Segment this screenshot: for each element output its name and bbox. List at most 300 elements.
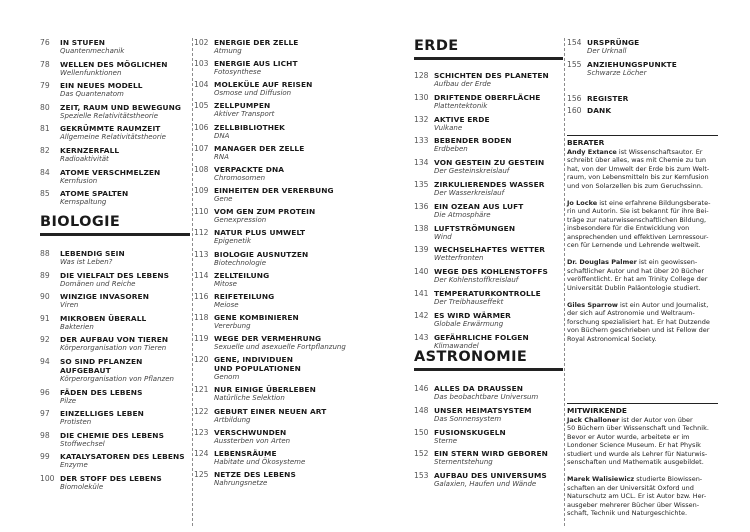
page-number: 114 — [194, 270, 209, 280]
entry-title: URSPRÜNGE — [587, 38, 640, 47]
page-number: 81 — [40, 124, 50, 134]
entry-subtitle: Genom — [214, 373, 240, 382]
toc-entry[interactable] — [414, 245, 567, 263]
page-number: 90 — [40, 292, 50, 302]
toc-entry[interactable] — [40, 452, 194, 470]
toc-entry[interactable] — [194, 38, 380, 56]
contributor-name: Marek Walisiewicz — [567, 475, 635, 484]
page-number: 78 — [40, 59, 50, 69]
toc-entry[interactable] — [414, 384, 567, 402]
toc-entry[interactable] — [194, 80, 380, 98]
page-number: 98 — [40, 430, 50, 440]
entry-subtitle: DNA — [214, 131, 230, 140]
entry-subtitle: Kernfusion — [60, 176, 98, 185]
entry-title: WELLEN DES MÖGLICHEN — [60, 59, 168, 69]
bio-line: forschung spezialisiert hat. Er hat Dutzende — [567, 317, 710, 326]
entry-subtitle: Chromosomen — [214, 173, 266, 182]
toc-entry[interactable] — [414, 333, 567, 351]
page-number: 94 — [40, 357, 50, 366]
entry-subtitle: Sterne — [434, 436, 458, 445]
page-number: 112 — [194, 228, 209, 238]
toc-entry[interactable] — [194, 186, 380, 204]
entry-title: WEGE DER VERMEHRUNG — [214, 334, 322, 344]
entry-title: FÄDEN DES LEBENS — [60, 387, 143, 397]
entry-subtitle: Viren — [60, 301, 79, 310]
bio-line: studiert und wurde als Lehrer für Naturwis- — [567, 449, 708, 458]
bio-line: und von Solarzellen bis zum Geruchssinn. — [567, 181, 703, 190]
page-number: 99 — [40, 452, 50, 462]
contributors-heading: MITWIRKENDE — [567, 406, 627, 415]
toc-entry[interactable] — [414, 224, 567, 242]
entry-subtitle: Wetterfronten — [434, 254, 484, 263]
entry-title: FUSIONSKUGELN — [434, 427, 506, 437]
entry-title: SO SIND PFLANZEN — [60, 357, 143, 366]
bio-line: insbesondere für die Entwicklung von — [567, 224, 690, 233]
entry-subtitle: Körperorganisation von Pflanzen — [60, 375, 174, 383]
page-number: 122 — [194, 406, 209, 416]
entry-title: ATOME VERSCHMELZEN — [60, 167, 161, 177]
entry-title: REGISTER — [587, 94, 629, 103]
entry-subtitle: Biomoleküle — [60, 483, 104, 491]
page-number: 79 — [40, 81, 50, 91]
bio-line: schaft, Technik und Naturgeschichte. — [567, 509, 688, 518]
entry-title: MIKROBEN ÜBERALL — [60, 313, 147, 323]
toc-entry[interactable] — [194, 292, 380, 310]
bio-line: ist ein Autor und Journalist, — [617, 301, 709, 309]
section-heading: BIOLOGIE — [40, 214, 121, 230]
toc-entry[interactable] — [567, 60, 722, 78]
toc-entry[interactable] — [567, 38, 722, 56]
entry-title: AKTIVE ERDE — [434, 114, 490, 124]
entry-subtitle: Die Atmosphäre — [434, 210, 491, 219]
entry-subtitle: Domänen und Reiche — [60, 279, 136, 288]
bio-line: ist eine erfahrene Bildungsberate- — [597, 199, 711, 207]
toc-entry[interactable] — [414, 406, 567, 424]
entry-title-continued: AUFGEBAUT — [60, 366, 111, 375]
page-number: 143 — [414, 332, 429, 342]
page-number: 125 — [194, 470, 209, 479]
page-number: 130 — [414, 92, 429, 102]
toc-entry[interactable] — [194, 207, 380, 225]
contributor-bio — [567, 475, 722, 517]
toc-entry[interactable] — [194, 228, 380, 246]
advisors-heading: BERATER — [567, 138, 605, 147]
entry-title: WECHSELHAFTES WETTER — [434, 245, 546, 255]
toc-entry[interactable] — [194, 470, 380, 488]
entry-subtitle: Klimawandel — [434, 341, 479, 350]
page-number: 110 — [194, 207, 209, 217]
entry-subtitle: Osmose und Diffusion — [214, 89, 292, 98]
entry-subtitle: Fotosynthese — [214, 68, 262, 77]
bio-line: ist der Autor von über — [619, 416, 693, 424]
bio-line: träge zur naturwissenschaftlichen Bildung, — [567, 215, 707, 224]
page-number: 152 — [414, 449, 429, 459]
entry-subtitle: Radioaktivität — [60, 155, 109, 163]
entry-subtitle: Was ist Leben? — [60, 258, 113, 266]
entry-title: GENE, INDIVIDUEN — [214, 355, 293, 365]
entry-subtitle: Sternentstehung — [434, 458, 493, 467]
page-number: 138 — [414, 223, 429, 233]
toc-entry[interactable] — [40, 292, 194, 310]
entry-title: ZELLPUMPEN — [214, 101, 271, 111]
entry-title: MOLEKÜLE AUF REISEN — [214, 80, 313, 90]
entry-title: VERSCHWUNDEN — [214, 427, 287, 437]
page-number: 97 — [40, 409, 50, 419]
toc-entry[interactable] — [40, 124, 194, 142]
entry-subtitle: Bakterien — [60, 322, 94, 331]
page-number: 142 — [414, 310, 429, 320]
toc-entry[interactable] — [40, 431, 194, 449]
entry-title: ZELLTEILUNG — [214, 270, 270, 280]
entry-title: DRIFTENDE OBERFLÄCHE — [434, 92, 541, 102]
page-number: 128 — [414, 71, 429, 80]
toc-entry[interactable] — [414, 115, 567, 133]
entry-subtitle: Habitate und Ökosysteme — [214, 457, 306, 466]
contributor-name: Jack Challoner — [567, 416, 620, 424]
page-number: 80 — [40, 102, 50, 112]
toc-entry[interactable] — [414, 471, 567, 489]
advisors-rule — [567, 135, 718, 136]
page-number: 102 — [194, 38, 209, 47]
entry-subtitle: Der Kohlenstoffkreislauf — [434, 276, 519, 285]
page-number: 132 — [414, 114, 429, 124]
toc-entry[interactable] — [194, 165, 380, 183]
bio-line: hat, von der Umwelt der Erde bis zum Welt- — [567, 164, 710, 173]
entry-subtitle: Körperorganisation von Tieren — [60, 344, 167, 353]
section-heading: ERDE — [414, 38, 459, 54]
entry-title: ATOME SPALTEN — [60, 189, 129, 199]
entry-title: DER STOFF DES LEBENS — [60, 474, 162, 483]
entry-subtitle: Aussterben von Arten — [214, 436, 291, 445]
entry-subtitle: Wellenfunktionen — [60, 68, 122, 77]
entry-subtitle: Globale Erwärmung — [434, 319, 504, 328]
toc-entry[interactable] — [414, 311, 567, 329]
entry-title: LEBENDIG SEIN — [60, 249, 125, 258]
entry-subtitle: Enzyme — [60, 461, 88, 470]
entry-subtitle: Epigenetik — [214, 237, 252, 246]
page-number: 156 — [567, 94, 582, 103]
page-number: 121 — [194, 385, 209, 395]
toc-entry[interactable] — [40, 103, 194, 121]
entry-title: MANAGER DER ZELLE — [214, 143, 305, 153]
bio-line: ausgeber mehrerer Bücher über Wissen- — [567, 500, 700, 509]
contributor-bio — [567, 148, 722, 190]
toc-entry[interactable] — [40, 409, 194, 427]
contributor-bio — [567, 258, 722, 292]
entry-subtitle: Der Treibhauseffekt — [434, 298, 504, 306]
page-number: 107 — [194, 143, 209, 153]
toc-entry[interactable] — [567, 94, 722, 103]
entry-title-continued: UND POPULATIONEN — [214, 364, 301, 374]
entry-subtitle: Galaxien, Haufen und Wände — [434, 480, 537, 489]
entry-subtitle: Mitose — [214, 279, 237, 288]
section-rule — [40, 233, 190, 236]
entry-title: SCHICHTEN DES PLANETEN — [434, 71, 549, 80]
entry-subtitle: Allgemeine Relativitätstheorie — [60, 133, 166, 142]
page-number: 139 — [414, 245, 429, 255]
entry-title: ZEIT, RAUM UND BEWEGUNG — [60, 102, 182, 112]
page-number: 92 — [40, 335, 50, 345]
entry-title: UNSER HEIMATSYSTEM — [434, 405, 532, 415]
page-number: 136 — [414, 201, 429, 211]
page-number: 113 — [194, 249, 209, 259]
page-number: 89 — [40, 270, 50, 280]
entry-title: ANZIEHUNGSPUNKTE — [587, 59, 677, 69]
entry-subtitle: RNA — [214, 152, 229, 161]
toc-entry[interactable] — [414, 449, 567, 467]
entry-title: GEBURT EINER NEUEN ART — [214, 406, 327, 416]
page-number: 146 — [414, 384, 429, 393]
column-separator — [192, 38, 193, 526]
page-number: 84 — [40, 167, 50, 177]
entry-title: REIFETEILUNG — [214, 291, 275, 301]
bio-line: 50 Büchern über Wissenschaft und Technik. — [567, 424, 709, 433]
toc-entry[interactable] — [414, 202, 567, 220]
bio-line: Naturschutz am UCL. Er ist Autor bzw. Her- — [567, 492, 707, 501]
entry-title: EIN OZEAN AUS LUFT — [434, 201, 524, 211]
entry-title: EIN STERN WIRD GEBOREN — [434, 449, 548, 459]
toc-entry[interactable] — [194, 449, 380, 467]
toc-entry[interactable] — [40, 60, 194, 78]
entry-title: VON GESTEIN ZU GESTEIN — [434, 158, 545, 168]
toc-entry[interactable] — [414, 267, 567, 285]
entry-subtitle: Meiose — [214, 300, 239, 309]
toc-entry[interactable] — [414, 93, 567, 111]
bio-line: veröffentlicht. Er hat am Trinity College der — [567, 275, 708, 284]
entry-title: VOM GEN ZUM PROTEIN — [214, 207, 316, 217]
toc-entry[interactable] — [414, 158, 567, 176]
page-number: 85 — [40, 189, 50, 199]
toc-entry[interactable] — [40, 357, 194, 384]
entry-subtitle: Natürliche Selektion — [214, 394, 285, 403]
page-number: 160 — [567, 105, 582, 115]
page-number: 135 — [414, 180, 429, 189]
toc-entry[interactable] — [194, 428, 380, 446]
page-number: 141 — [414, 289, 429, 298]
page-number: 150 — [414, 427, 429, 437]
contributor-bio — [567, 199, 722, 249]
bio-line: Bevor er Autor wurde, arbeitete er im — [567, 432, 690, 441]
entry-subtitle: Schwarze Löcher — [587, 68, 647, 77]
entry-subtitle: Pilze — [60, 396, 77, 405]
page-number: 100 — [40, 474, 55, 483]
page-number: 108 — [194, 164, 209, 174]
toc-entry[interactable] — [40, 271, 194, 289]
toc-entry[interactable] — [194, 144, 380, 162]
entry-subtitle: Aktiver Transport — [214, 110, 275, 119]
entry-title: KATALYSATOREN DES LEBENS — [60, 452, 185, 462]
page-number: 91 — [40, 313, 50, 323]
entry-subtitle: Biotechnologie — [214, 258, 267, 267]
bio-line: von Büchern geschrieben und ist Fellow der — [567, 326, 710, 335]
toc-entry[interactable] — [40, 38, 194, 56]
page-number: 88 — [40, 249, 50, 258]
bio-line: studierte Biowissen- — [634, 475, 703, 484]
toc-entry[interactable] — [40, 474, 194, 492]
toc-entry[interactable] — [40, 189, 194, 207]
entry-subtitle: Kernspaltung — [60, 198, 107, 207]
toc-entry[interactable] — [414, 136, 567, 154]
entry-subtitle: Vulkane — [434, 123, 463, 132]
entry-title: GENE KOMBINIEREN — [214, 312, 299, 322]
entry-subtitle: Genexpression — [214, 216, 267, 225]
toc-entry[interactable] — [194, 271, 380, 289]
page-number: 140 — [414, 267, 429, 277]
page-number: 96 — [40, 387, 50, 397]
bio-line: schaftlicher Autor und hat über 20 Bücher — [567, 266, 705, 275]
toc-entry[interactable] — [40, 146, 194, 164]
toc-entry[interactable] — [40, 81, 194, 99]
page-number: 109 — [194, 186, 209, 196]
section-rule — [414, 57, 563, 60]
page-number: 76 — [40, 38, 50, 47]
entry-subtitle: Vererbung — [214, 321, 251, 330]
contributors-rule — [567, 403, 718, 404]
entry-subtitle: Der Urknall — [587, 47, 627, 55]
entry-title: KERNZERFALL — [60, 146, 120, 155]
entry-title: ENERGIE AUS LICHT — [214, 59, 298, 69]
page-number: 133 — [414, 136, 429, 146]
entry-subtitle: Das Sonnensystem — [434, 414, 502, 423]
page-number: 104 — [194, 80, 209, 90]
page-number: 103 — [194, 59, 209, 69]
entry-title: ALLES DA DRAUSSEN — [434, 384, 524, 393]
toc-entry[interactable] — [414, 180, 567, 198]
entry-subtitle: Plattentektonik — [434, 101, 488, 110]
page-number: 148 — [414, 405, 429, 415]
entry-subtitle: Artbildung — [214, 415, 251, 424]
entry-title: EINZELLIGES LEBEN — [60, 409, 144, 419]
bio-line: rin und Autorin. Sie ist bekannt für ihre Bei- — [567, 207, 709, 216]
section-heading: ASTRONOMIE — [414, 349, 528, 365]
entry-subtitle: Nahrungsnetze — [214, 479, 268, 487]
toc-entry[interactable] — [194, 313, 380, 331]
bio-line: ist Wissenschaftsautor. Er — [616, 148, 703, 156]
contributor-name: Jo Locke — [567, 199, 598, 207]
toc-entry[interactable] — [194, 250, 380, 268]
toc-entry[interactable] — [194, 59, 380, 77]
toc-entry[interactable] — [194, 407, 380, 425]
entry-title: ENERGIE DER ZELLE — [214, 38, 299, 47]
entry-title: GEKRÜMMTE RAUMZEIT — [60, 124, 161, 134]
bio-line: der sich auf Astronomie und Weltraum- — [567, 309, 695, 318]
entry-title: BEBENDER BODEN — [434, 136, 512, 146]
entry-subtitle: Quantenmechanik — [60, 47, 125, 55]
toc-entry[interactable] — [414, 289, 567, 307]
entry-title: WEGE DES KOHLENSTOFFS — [434, 267, 548, 277]
entry-title: WINZIGE INVASOREN — [60, 292, 149, 302]
entry-title: BIOLOGIE AUSNUTZEN — [214, 249, 309, 259]
entry-title: GEFÄHRLICHE FOLGEN — [434, 332, 529, 342]
toc-entry[interactable] — [567, 106, 722, 115]
contributor-name: Andy Extance — [567, 148, 617, 156]
toc-entry[interactable] — [40, 249, 194, 267]
toc-entry[interactable] — [194, 355, 380, 382]
entry-subtitle: Wind — [434, 232, 452, 241]
toc-entry[interactable] — [194, 101, 380, 119]
entry-title: IN STUFEN — [60, 38, 106, 47]
page-number: 105 — [194, 101, 209, 111]
entry-title: LEBENSRÄUME — [214, 448, 277, 458]
entry-subtitle: Spezielle Relativitätstheorie — [60, 111, 159, 120]
bio-line: senschaften und Mathematik ausgebildet. — [567, 458, 704, 467]
toc-entry[interactable] — [40, 314, 194, 332]
toc-entry[interactable] — [194, 385, 380, 403]
bio-line: Royal Astronomical Society. — [567, 334, 657, 343]
entry-title: ES WIRD WÄRMER — [434, 310, 511, 320]
entry-subtitle: Protisten — [60, 418, 92, 427]
contributor-bio — [567, 416, 722, 466]
page-number: 123 — [194, 427, 209, 437]
contributor-bio — [567, 301, 722, 343]
bio-line: schaften an der Universität Oxford und — [567, 483, 694, 492]
entry-title: NETZE DES LEBENS — [214, 470, 296, 479]
bio-line: Universität Dublin Paläontologie studiert. — [567, 283, 701, 292]
entry-subtitle: Der Wasserkreislauf — [434, 189, 505, 197]
entry-subtitle: Gene — [214, 195, 233, 204]
page-number: 154 — [567, 38, 582, 47]
bio-line: schreibt über alles, was mit Chemie zu tun — [567, 156, 707, 165]
toc-entry[interactable] — [194, 334, 380, 352]
page-number: 120 — [194, 355, 209, 365]
entry-title: EINHEITEN DER VERERBUNG — [214, 186, 334, 196]
entry-title: LUFTSTRÖMUNGEN — [434, 223, 516, 233]
page-number: 155 — [567, 59, 582, 69]
page-number: 118 — [194, 312, 209, 322]
toc-entry[interactable] — [40, 168, 194, 186]
entry-title: EIN NEUES MODELL — [60, 81, 143, 91]
entry-title: DER AUFBAU VON TIEREN — [60, 335, 169, 345]
page-number: 124 — [194, 448, 209, 458]
entry-title: NATUR PLUS UMWELT — [214, 228, 306, 238]
page-number: 134 — [414, 158, 429, 168]
entry-title: TEMPERATURKONTROLLE — [434, 289, 541, 298]
entry-title: DANK — [587, 105, 612, 115]
entry-subtitle: Aufbau der Erde — [434, 80, 491, 88]
entry-subtitle: Der Gesteinskreislauf — [434, 167, 510, 176]
entry-title: VERPACKTE DNA — [214, 164, 285, 174]
entry-subtitle: Atmung — [214, 47, 242, 55]
entry-subtitle: Sexuelle und asexuelle Fortpflanzung — [214, 343, 346, 352]
entry-subtitle: Erdbeben — [434, 145, 468, 154]
toc-entry[interactable] — [40, 335, 194, 353]
bio-line: Londoner Science Museum. Er hat Physik — [567, 441, 701, 450]
toc-entry[interactable] — [414, 71, 567, 89]
bio-line: raum, von Lebensmitteln bis zur Kernfusion — [567, 173, 709, 182]
entry-subtitle: Stoffwechsel — [60, 439, 105, 448]
column-separator — [564, 38, 565, 526]
entry-title: DIE CHEMIE DES LEBENS — [60, 430, 165, 440]
toc-entry[interactable] — [40, 388, 194, 406]
entry-title: NUR EINIGE ÜBERLEBEN — [214, 385, 316, 395]
page-number: 119 — [194, 334, 209, 344]
section-rule — [414, 368, 563, 371]
page-number: 116 — [194, 291, 209, 301]
entry-title: ZELLBIBLIOTHEK — [214, 122, 285, 132]
page-number: 106 — [194, 122, 209, 132]
entry-subtitle: Das Quantenatom — [60, 90, 124, 99]
bio-line: ist ein geowissen- — [636, 258, 698, 267]
entry-title: ZIRKULIERENDES WASSER — [434, 180, 545, 189]
entry-title: AUFBAU DES UNIVERSUMS — [434, 471, 547, 481]
bio-line: ansprechenden und effektiven Lernressour- — [567, 232, 709, 241]
toc-entry[interactable] — [414, 428, 567, 446]
toc-entry[interactable] — [194, 123, 380, 141]
contributor-name: Giles Sparrow — [567, 301, 618, 309]
bio-line: cen für Lernende und Lehrende weltweit. — [567, 241, 701, 250]
page-number: 153 — [414, 471, 429, 481]
entry-subtitle: Das beobachtbare Universum — [434, 393, 539, 401]
